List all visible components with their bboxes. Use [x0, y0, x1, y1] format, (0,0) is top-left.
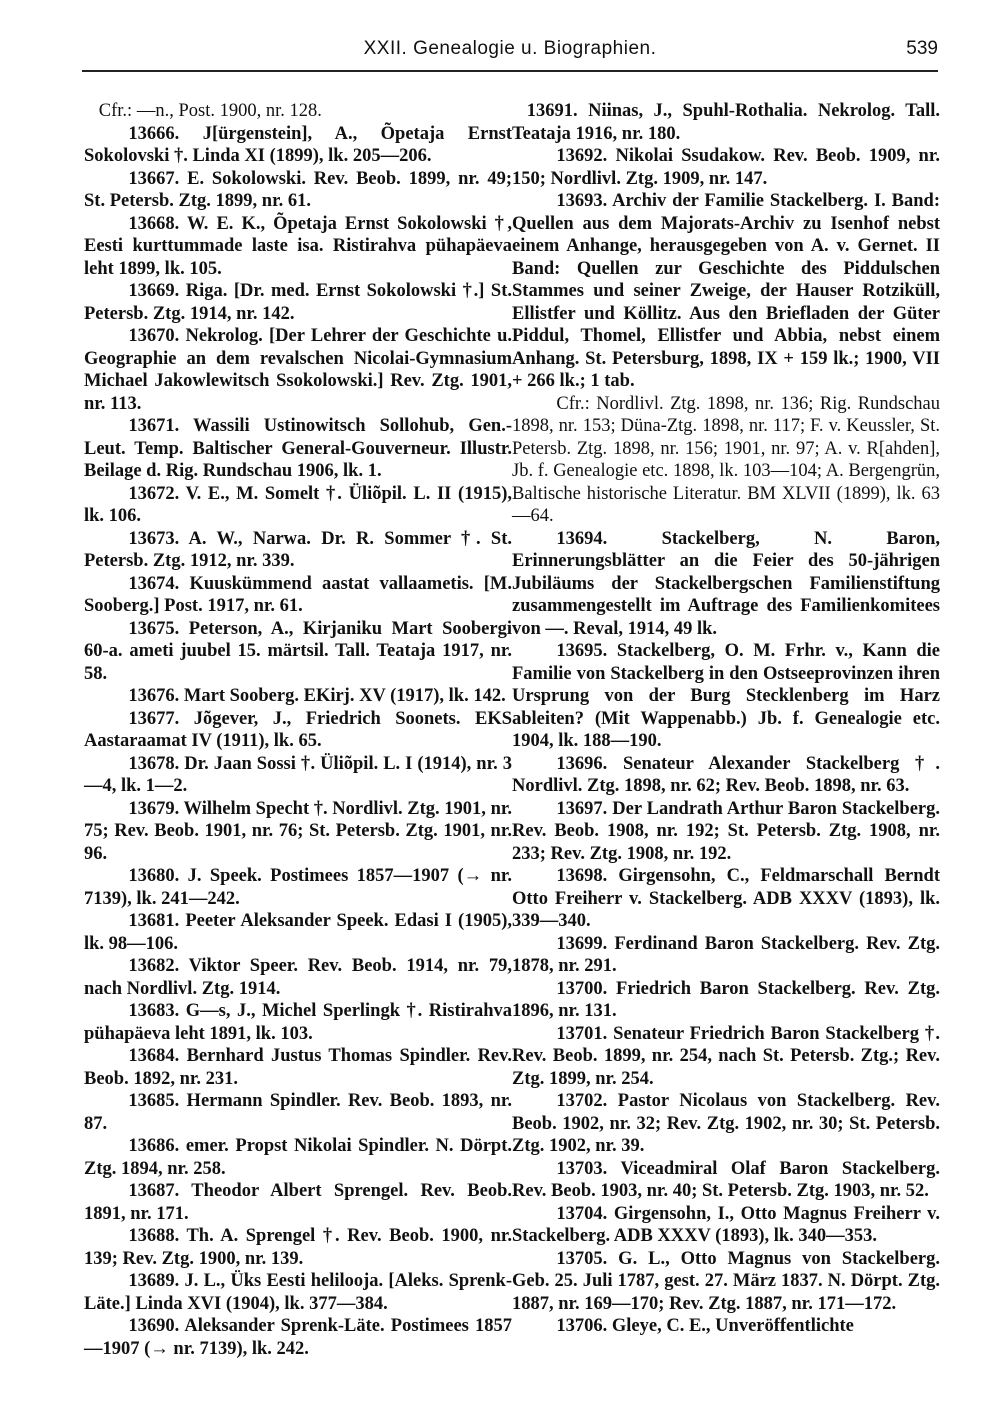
bibliography-entry: 13694. Stackelberg, N. Baron, Erinnerungsblätter an die Feier des 50-jährigen Jubiläums der Stackelbergschen Familienstiftung zusammengestellt im Auftrage des Familienkomitees von —. Reval, 1914, 49 lk. — [512, 528, 940, 639]
bibliography-entry: 13699. Ferdinand Baron Stackelberg. Rev. Ztg. 1878, nr. 291. — [512, 933, 940, 976]
bibliography-entry: 13691. Niinas, J., Spuhl-Rothalia. Nekrolog. Tall. Teataja 1916, nr. 180. — [512, 101, 940, 144]
bibliography-entry: 13696. Senateur Alexander Stackelberg †. Nordlivl. Ztg. 1898, nr. 62; Rev. Beob. 1898, nr. 63. — [512, 753, 940, 796]
left-column — [84, 100, 512, 1375]
bibliography-entry: 13678. Dr. Jaan Sossi †. Üliõpil. L. I (1914), nr. 3—4, lk. 1—2. — [84, 753, 512, 796]
bibliography-entry: 13680. J. Speek. Postimees 1857—1907 (→ nr. 7139), lk. 241—242. — [84, 866, 512, 909]
bibliography-entry: 13681. Peeter Aleksander Speek. Edasi I (1905), lk. 98—106. — [84, 911, 512, 954]
bibliography-entry: 13672. V. E., M. Somelt †. Üliõpil. L. II (1915), lk. 106. — [84, 483, 512, 526]
bibliography-entry: 13676. Mart Sooberg. EKirj. XV (1917), lk. 142. — [128, 686, 506, 706]
bibliography-entry: 13686. emer. Propst Nikolai Spindler. N. Dörpt. Ztg. 1894, nr. 258. — [84, 1136, 512, 1179]
bibliography-entry: 13671. Wassili Ustinowitsch Sollohub, Gen.-Leut. Temp. Baltischer General-Gouverneur. Illustr. Beilage d. Rig. Rundschau 1906, lk. 1. — [84, 416, 512, 481]
running-title: XXII. Genealogie u. Biographien. — [363, 38, 657, 59]
bibliography-entry: 13675. Peterson, A., Kirjaniku Mart Soobergi 60-a. ameti juubel 15. märtsil. Tall. Teataja 1917, nr. 58. — [84, 618, 512, 684]
bibliography-entry: 13700. Friedrich Baron Stackelberg. Rev. Ztg. 1896, nr. 131. — [512, 978, 940, 1021]
bibliography-entry: 13674. Kuuskümmend aastat vallaametis. [M. Sooberg.] Post. 1917, nr. 61. — [84, 573, 512, 616]
bibliography-entry: 13668. W. E. K., Õpetaja Ernst Sokolowski †, Eesti kurttummade laste isa. Ristirahva pühapäeva leht 1899, lk. 105. — [84, 213, 512, 279]
page-header — [82, 38, 938, 72]
bibliography-entry: 13670. Nekrolog. [Der Lehrer der Geschichte u. Geographie an dem revalschen Nicolai-Gymnasium Michael Jakowlewitsch Ssokolowski.] Rev. Ztg. 1901, nr. 113. — [84, 326, 512, 414]
bibliography-entry: 13689. J. L., Üks Eesti helilooja. [Aleks. Sprenk-Läte.] Linda XVI (1904), lk. 377—384. — [84, 1271, 512, 1314]
bibliography-entry: 13704. Girgensohn, I., Otto Magnus Freiherr v. Stackelberg. ADB XXXV (1893), lk. 340—353. — [512, 1203, 940, 1246]
bibliography-entry: 13683. G—s, J., Michel Sperlingk †. Ristirahva pühapäeva leht 1891, lk. 103. — [84, 1001, 512, 1044]
bibliography-entry: 13688. Th. A. Sprengel †. Rev. Beob. 1900, nr. 139; Rev. Ztg. 1900, nr. 139. — [84, 1226, 512, 1269]
header-rule — [82, 70, 938, 72]
bibliography-entry: 13685. Hermann Spindler. Rev. Beob. 1893, nr. 87. — [84, 1091, 512, 1134]
bibliography-entry: 13703. Viceadmiral Olaf Baron Stackelberg. Rev. Beob. 1903, nr. 40; St. Petersb. Ztg. 1903, nr. 52. — [512, 1158, 940, 1201]
bibliography-entry: 13702. Pastor Nicolaus von Stackelberg. Rev. Beob. 1902, nr. 32; Rev. Ztg. 1902, nr. 30; St. Petersb. Ztg. 1902, nr. 39. — [512, 1091, 940, 1156]
bibliography-entry: Cfr.: —n., Post. 1900, nr. 128. — [98, 101, 322, 121]
bibliography-entry: 13684. Bernhard Justus Thomas Spindler. Rev. Beob. 1892, nr. 231. — [84, 1046, 512, 1089]
bibliography-entry: 13682. Viktor Speer. Rev. Beob. 1914, nr. 79, nach Nordlivl. Ztg. 1914. — [84, 956, 512, 999]
bibliography-entry: 13677. Jõgever, J., Friedrich Soonets. EKS Aastaraamat IV (1911), lk. 65. — [84, 708, 512, 751]
right-column — [512, 100, 940, 1375]
bibliography-entry: 13666. J[ürgenstein], A., Õpetaja Ernst Sokolovski †. Linda XI (1899), lk. 205—206. — [84, 123, 512, 166]
bibliography-entry: 13687. Theodor Albert Sprengel. Rev. Beob. 1891, nr. 171. — [84, 1181, 512, 1224]
bibliography-entry: 13705. G. L., Otto Magnus von Stackelberg. Geb. 25. Juli 1787, gest. 27. März 1837. N. Dörpt. Ztg. 1887, nr. 169—170; Rev. Ztg. 1887, nr. 171—172. — [512, 1248, 940, 1314]
page-number: 539 — [906, 38, 938, 59]
bibliography-entry: 13692. Nikolai Ssudakow. Rev. Beob. 1909, nr. 150; Nordlivl. Ztg. 1909, nr. 147. — [512, 146, 940, 189]
bibliography-entry: 13701. Senateur Friedrich Baron Stackelberg †. Rev. Beob. 1899, nr. 254, nach St. Petersb. Ztg.; Rev. Ztg. 1899, nr. 254. — [512, 1023, 940, 1089]
bibliography-entry: 13679. Wilhelm Specht †. Nordlivl. Ztg. 1901, nr. 75; Rev. Beob. 1901, nr. 76; St. Petersb. Ztg. 1901, nr. 96. — [84, 798, 512, 864]
bibliography-entry: 13669. Riga. [Dr. med. Ernst Sokolowski †.] St. Petersb. Ztg. 1914, nr. 142. — [84, 281, 512, 324]
bibliography-entry: 13667. E. Sokolowski. Rev. Beob. 1899, nr. 49; St. Petersb. Ztg. 1899, nr. 61. — [84, 168, 512, 211]
bibliography-entry: 13698. Girgensohn, C., Feldmarschall Berndt Otto Freiherr v. Stackelberg. ADB XXXV (1893), lk. 339—340. — [512, 866, 940, 931]
bibliography-entry: 13693. Archiv der Familie Stackelberg. I. Band: Quellen aus dem Majorats-Archiv zu Isenhof nebst einem Anhange, herausgegeben von A. v. Gernet. II Band: Quellen zur Geschichte des Piddulschen Stammes und seiner Zweige, der Hauser Rotziküll, Ellistfer und Köllitz. Aus den Briefladen der Güter Piddul, Thomel, Ellistfer und Abbia, nebst einem Anhang. St. Petersburg, 1898, IX + 159 lk.; 1900, VII + 266 lk.; 1 tab. — [512, 191, 940, 391]
bibliography-entry: 13673. A. W., Narwa. Dr. R. Sommer †. St. Petersb. Ztg. 1912, nr. 339. — [84, 528, 512, 571]
bibliography-entry: 13706. Gleye, C. E., Unveröffentlichte — [556, 1316, 854, 1336]
bibliography-entry: 13697. Der Landrath Arthur Baron Stackelberg. Rev. Beob. 1908, nr. 192; St. Petersb. Ztg. 1908, nr. 233; Rev. Ztg. 1908, nr. 192. — [512, 798, 940, 864]
bibliography-entry: Cfr.: Nordlivl. Ztg. 1898, nr. 136; Rig. Rundschau 1898, nr. 153; Düna-Ztg. 1898, nr. 117; F. v. Keussler, St. Petersb. Ztg. 1898, nr. 156; 1901, nr. 97; A. v. R[ahden], Jb. f. Genealogie etc. 1898, lk. 103—104; A. Bergengrün, Baltische historische Literatur. BM XLVII (1899), lk. 63—64. — [512, 393, 940, 526]
bibliography-entry: 13695. Stackelberg, O. M. Frhr. v., Kann die Familie von Stackelberg in den Ostseeprovinzen ihren Ursprung von der Burg Stecklenberg im Harz ableiten? (Mit Wappenabb.) Jb. f. Genealogie etc. 1904, lk. 188—190. — [512, 641, 940, 751]
bibliography-entry: 13690. Aleksander Sprenk-Läte. Postimees 1857—1907 (→ nr. 7139), lk. 242. — [84, 1316, 512, 1359]
